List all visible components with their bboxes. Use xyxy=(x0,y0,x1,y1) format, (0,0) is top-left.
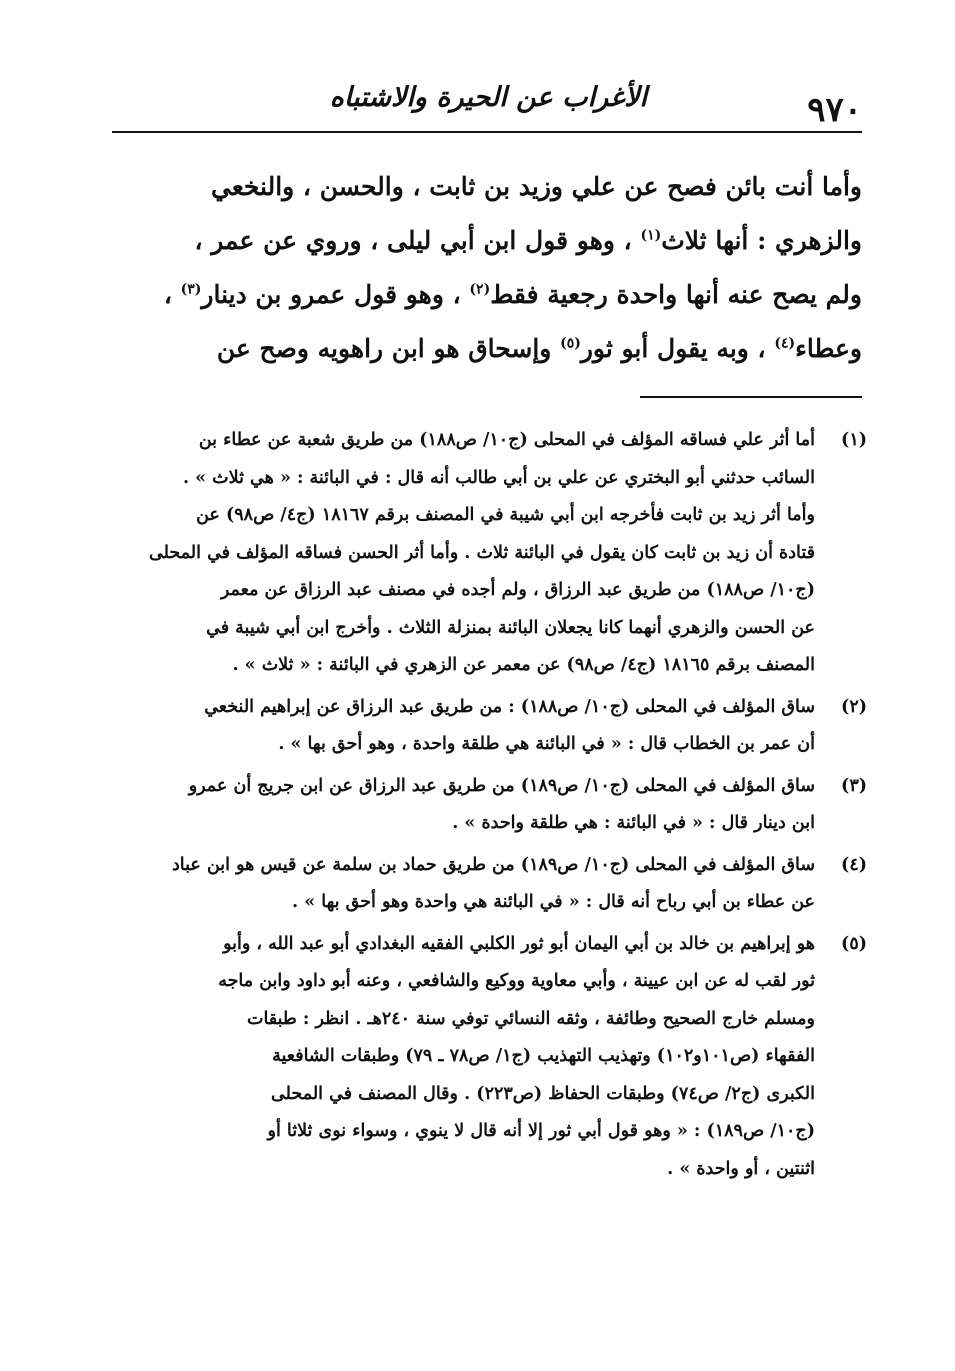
footnote-line: ساق المؤلف في المحلى (ج١٠/ ص١٨٩) من طريق عبد الرزاق عن ابن جريج أن عمرو xyxy=(188,775,815,796)
footnote-line: الفقهاء (ص١٠١و١٠٢) وتهذيب التهذيب (ج١/ ص٧٨ ـ ٧٩) وطبقات الشافعية xyxy=(272,1046,815,1066)
footnote-ref[interactable]: (٣) xyxy=(180,281,202,298)
footnote-line: (ج١٠/ ص١٨٨) من طريق عبد الرزاق ، ولم أجده في مصنف عبد الرزاق عن معمر xyxy=(220,580,815,600)
footnote-3 xyxy=(112,768,867,843)
footnote-line: عن الحسن والزهري أنهما كانا يجعلان البائنة بمنزلة الثلاث . وأخرج ابن أبي شيبة في xyxy=(206,617,815,638)
main-line-text: ، وهو قول عمرو بن دينار xyxy=(201,280,470,309)
page-number: ٩٧٠ xyxy=(807,90,862,130)
main-line-text: ، وبه يقول أبو ثور xyxy=(580,334,775,363)
footnote-line: هو إبراهيم بن خالد بن أبي اليمان أبو ثور الكلبي الفقيه البغدادي أبو عبد الله ، وأبو xyxy=(223,933,815,954)
footnote-line: المصنف برقم ١٨١٦٥ (ج٤/ ص٩٨) عن معمر عن الزهري في البائنة : « ثلاث » . xyxy=(232,655,815,675)
footnote-number: (٢) xyxy=(841,696,867,717)
header-rule xyxy=(112,131,862,133)
footnote-line: ومسلم خارج الصحيح وطائفة ، وثقه النسائي توفي سنة ٢٤٠هـ . انظر : طبقات xyxy=(246,1008,815,1029)
footnote-line: عن عطاء بن أبي رباح أنه قال : « في البائنة هي واحدة وهو أحق بها » . xyxy=(292,892,815,912)
footnotes xyxy=(112,422,867,1188)
footnote-2 xyxy=(112,689,867,764)
footnote-line: ساق المؤلف في المحلى (ج١٠/ ص١٨٩) من طريق حماد بن سلمة عن قيس هو ابن عباد xyxy=(172,854,815,875)
main-line-text: ، xyxy=(163,280,181,309)
footnote-1 xyxy=(112,422,867,685)
footnote-5 xyxy=(112,926,867,1189)
footnote-number: (٥) xyxy=(841,933,867,954)
footnote-line: (ج١٠/ ص١٨٩) : « وهو قول أبي ثور إلا أنه قال لا ينوي ، وسواء نوى ثلاثا أو xyxy=(267,1121,815,1141)
main-line-text: والزهري : أنها ثلاث xyxy=(661,226,862,255)
footnote-ref[interactable]: (١) xyxy=(640,227,662,244)
footnote-separator xyxy=(640,396,862,398)
footnote-line: وأما أثر زيد بن ثابت فأخرجه ابن أبي شيبة في المصنف برقم ١٨١٦٧ (ج٤/ ص٩٨) عن xyxy=(196,505,815,525)
main-line-text: وأما أنت بائن فصح عن علي وزيد بن ثابت ، والحسن ، والنخعي xyxy=(211,172,862,201)
footnote-number: (٤) xyxy=(841,854,867,875)
main-line xyxy=(112,322,862,376)
footnote-number: (١) xyxy=(841,430,867,450)
footnote-line: ابن دينار قال : « في البائنة : هي طلقة واحدة » . xyxy=(452,813,815,833)
running-title: الأغراب عن الحيرة والاشتباه xyxy=(329,82,647,113)
footnote-ref[interactable]: (٢) xyxy=(469,281,491,298)
footnote-4 xyxy=(112,847,867,922)
page-header xyxy=(112,72,862,130)
footnote-ref[interactable]: (٤) xyxy=(774,335,796,352)
footnote-line: السائب حدثني أبو البختري عن علي بن أبي طالب أنه قال : في البائنة : « هي ثلاث » . xyxy=(182,467,815,488)
main-line xyxy=(112,160,862,214)
footnote-number: (٣) xyxy=(841,775,867,796)
main-line-text: وإسحاق هو ابن راهويه وصح عن xyxy=(216,334,561,363)
footnote-line: ساق المؤلف في المحلى (ج١٠/ ص١٨٨) : من طريق عبد الرزاق عن إبراهيم النخعي xyxy=(204,696,815,717)
footnote-line: ثور لقب له عن ابن عيينة ، وأبي معاوية ووكيع والشافعي ، وعنه أبو داود وابن ماجه xyxy=(218,971,815,991)
main-line-text: وعطاء xyxy=(795,334,862,363)
main-line-text: ، وهو قول ابن أبي ليلى ، وروي عن عمر ، xyxy=(194,226,641,255)
footnote-line: قتادة أن زيد بن ثابت كان يقول في البائنة ثلاث . وأما أثر الحسن فساقه المؤلف في المحلى xyxy=(149,542,815,563)
main-line-text: ولم يصح عنه أنها واحدة رجعية فقط xyxy=(490,280,862,309)
footnote-line: أن عمر بن الخطاب قال : « في البائنة هي طلقة واحدة ، وهو أحق بها » . xyxy=(278,734,815,754)
footnote-line: أما أثر علي فساقه المؤلف في المحلى (ج١٠/ ص١٨٨) من طريق شعبة عن عطاء بن xyxy=(198,430,815,450)
footnote-ref[interactable]: (٥) xyxy=(560,335,581,352)
footnote-line: اثنتين ، أو واحدة » . xyxy=(667,1158,815,1179)
main-line xyxy=(112,268,862,322)
main-line xyxy=(112,214,862,268)
main-text xyxy=(112,160,862,376)
footnote-line: الكبرى (ج٢/ ص٧٤) وطبقات الحفاظ (ص٢٢٣) . وقال المصنف في المحلى xyxy=(271,1083,815,1104)
